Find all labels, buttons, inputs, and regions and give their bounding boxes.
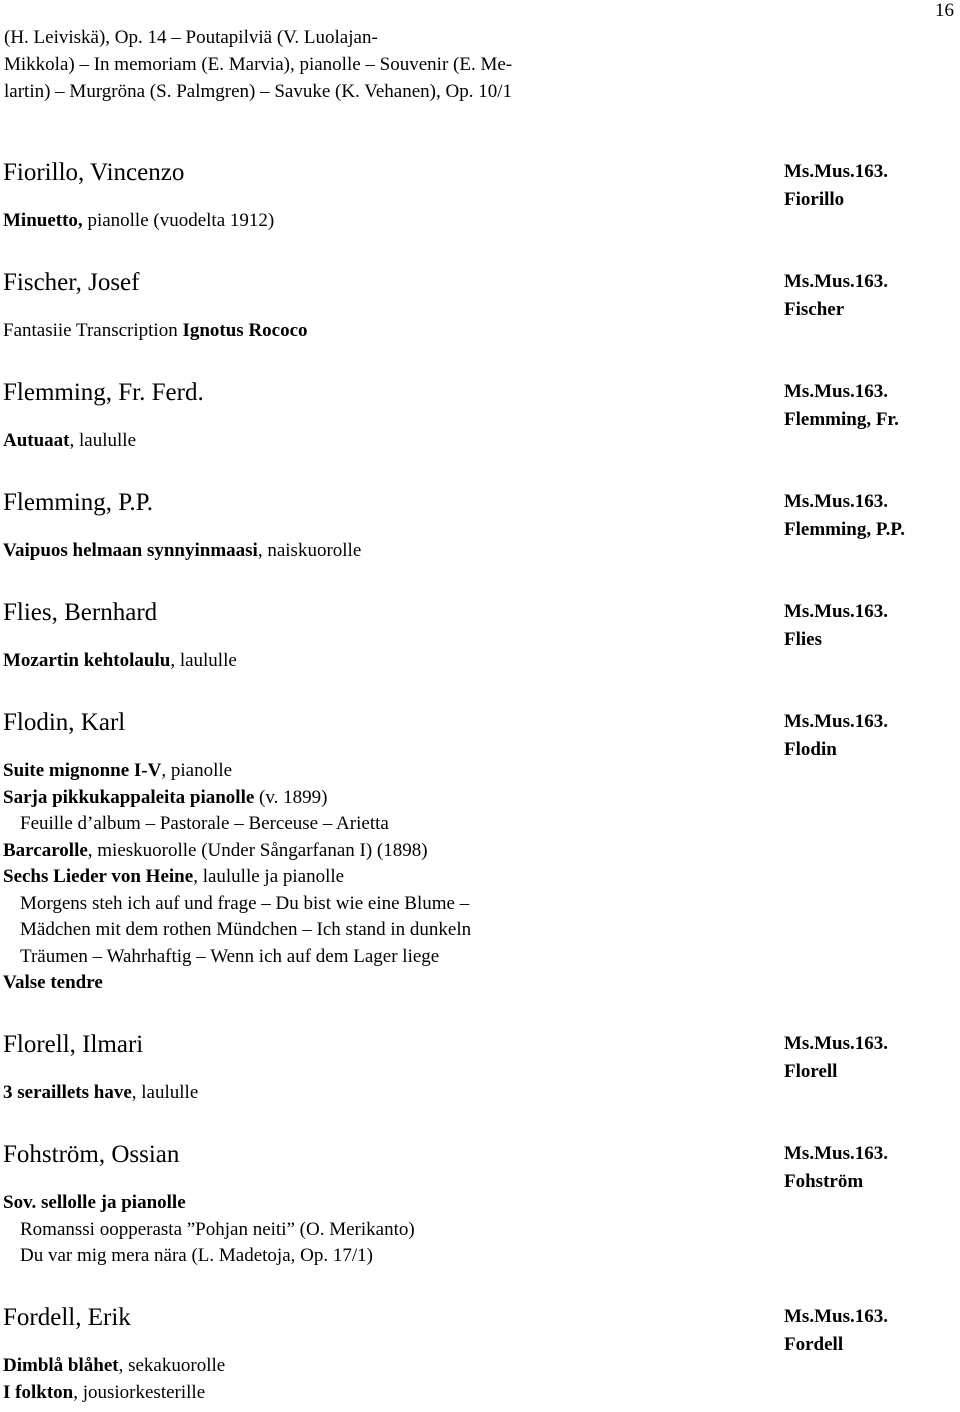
work-title: Minuetto, — [3, 210, 83, 231]
work-detail: Morgens steh ich auf und frage – Du bist wie eine Blume – — [20, 892, 470, 914]
intro-continuation — [4, 24, 664, 105]
composer-name: Fordell, Erik — [3, 1304, 131, 1331]
work-line — [3, 970, 471, 997]
shelf-mark-line: Flies — [784, 629, 822, 650]
work-line — [3, 428, 136, 455]
composer-name: Flemming, P.P. — [3, 489, 154, 516]
work-detail: Feuille d’album – Pastorale – Berceuse – Arietta — [20, 813, 389, 834]
work-line — [3, 648, 237, 675]
shelf-mark — [784, 598, 888, 654]
shelf-mark-line: Flemming, P.P. — [784, 519, 906, 540]
work-title: Sarja pikkukappaleita pianolle — [3, 786, 255, 808]
works-list — [3, 648, 237, 675]
work-line — [3, 1190, 415, 1217]
work-line — [3, 318, 308, 345]
work-line — [3, 944, 471, 971]
work-detail: , laululle — [170, 650, 237, 671]
shelf-mark — [784, 708, 888, 764]
shelf-mark-line: Ms.Mus.163. — [784, 711, 888, 732]
work-line — [3, 1243, 415, 1270]
shelf-mark-line: Ms.Mus.163. — [784, 271, 888, 292]
shelf-mark-line: Ms.Mus.163. — [784, 1033, 888, 1054]
shelf-mark-line: Florell — [784, 1061, 838, 1082]
work-line — [3, 1080, 198, 1107]
work-detail: , laululle ja pianolle — [193, 866, 345, 887]
composer-name: Fischer, Josef — [3, 269, 140, 296]
shelf-mark-line: Ms.Mus.163. — [784, 161, 888, 182]
shelf-mark-line: Ms.Mus.163. — [784, 1143, 888, 1164]
work-title: Valse tendre — [3, 972, 103, 993]
work-line — [3, 1217, 415, 1244]
work-detail: , naiskuorolle — [257, 540, 362, 561]
work-line — [3, 538, 361, 565]
works-list — [3, 1080, 198, 1107]
shelf-mark — [784, 1140, 888, 1196]
work-line — [3, 758, 471, 785]
work-title: Barcarolle — [3, 839, 88, 861]
work-title: Suite mignonne I-V — [3, 760, 162, 781]
intro-line: (H. Leiviskä), Op. 14 – Poutapilviä (V. Luolajan- — [4, 27, 378, 48]
shelf-mark-line: Flemming, Fr. — [784, 409, 899, 430]
work-detail: , mieskuorolle (Under Sångarfanan I) (1898) — [87, 839, 428, 861]
composer-name: Flodin, Karl — [3, 709, 126, 736]
work-line — [3, 811, 471, 838]
work-detail: Mädchen mit dem rothen Mündchen – Ich stand in dunkeln — [20, 919, 472, 940]
shelf-mark-line: Fordell — [784, 1334, 844, 1355]
intro-line: lartin) – Murgröna (S. Palmgren) – Savuke (K. Vehanen), Op. 10/1 — [4, 81, 512, 102]
page-number: 16 — [935, 0, 954, 21]
composer-name: Fohström, Ossian — [3, 1141, 180, 1168]
composer-name: Fiorillo, Vincenzo — [3, 159, 185, 186]
work-title: Vaipuos helmaan synnyinmaasi — [3, 540, 258, 561]
shelf-mark — [784, 1303, 888, 1359]
work-title: 3 seraillets have — [3, 1082, 132, 1103]
work-detail: pianolle (vuodelta 1912) — [82, 210, 275, 231]
shelf-mark-line: Ms.Mus.163. — [784, 1306, 888, 1327]
works-list — [3, 1353, 225, 1406]
works-list — [3, 208, 274, 235]
shelf-mark — [784, 378, 899, 434]
composer-name: Flemming, Fr. Ferd. — [3, 379, 204, 406]
work-detail: Romanssi oopperasta ”Pohjan neiti” (O. Merikanto) — [20, 1218, 415, 1240]
work-title: Sechs Lieder von Heine — [3, 866, 194, 887]
shelf-mark-line: Fischer — [784, 299, 845, 320]
shelf-mark — [784, 1030, 888, 1086]
shelf-mark — [784, 488, 905, 544]
shelf-mark — [784, 158, 888, 214]
works-list — [3, 1190, 415, 1270]
shelf-mark-line: Flodin — [784, 739, 837, 760]
work-line — [3, 891, 471, 918]
work-detail: Du var mig mera nära (L. Madetoja, Op. 17/1) — [20, 1245, 373, 1266]
work-detail: , jousiorkesterille — [73, 1381, 206, 1403]
work-title: Dimblå blåhet — [3, 1355, 119, 1376]
shelf-mark-line: Ms.Mus.163. — [784, 491, 888, 512]
work-line — [3, 864, 471, 891]
composer-name: Flies, Bernhard — [3, 599, 158, 626]
intro-line: Mikkola) – In memoriam (E. Marvia), pianolle – Souvenir (E. Me- — [4, 54, 513, 75]
shelf-mark-line: Fohström — [784, 1171, 864, 1192]
shelf-mark-line: Fiorillo — [784, 189, 845, 210]
work-detail: , sekakuorolle — [118, 1355, 226, 1376]
works-list — [3, 758, 471, 997]
works-list — [3, 318, 308, 345]
works-list — [3, 428, 136, 455]
work-title: I folkton — [3, 1381, 74, 1403]
shelf-mark-line: Ms.Mus.163. — [784, 601, 888, 622]
work-line — [3, 1353, 225, 1380]
work-detail: Träumen – Wahrhaftig – Wenn ich auf dem Lager liege — [20, 945, 440, 967]
work-line — [3, 208, 274, 235]
work-detail: , pianolle — [161, 760, 233, 781]
work-title: Sov. sellolle ja pianolle — [3, 1192, 186, 1213]
work-detail: , laululle — [131, 1082, 199, 1103]
work-detail: (v. 1899) — [254, 786, 328, 808]
work-line — [3, 1380, 225, 1407]
work-title: Mozartin kehtolaulu — [3, 650, 171, 671]
work-title: Ignotus Rococo — [182, 320, 308, 341]
shelf-mark-line: Ms.Mus.163. — [784, 381, 888, 402]
work-detail: , laululle — [69, 430, 136, 451]
works-list — [3, 538, 361, 565]
work-detail: Fantasiie Transcription — [3, 320, 183, 341]
shelf-mark — [784, 268, 888, 324]
composer-name: Florell, Ilmari — [3, 1031, 144, 1058]
work-line — [3, 838, 471, 865]
work-line — [3, 917, 471, 944]
work-title: Autuaat — [3, 430, 70, 451]
work-line — [3, 785, 471, 812]
